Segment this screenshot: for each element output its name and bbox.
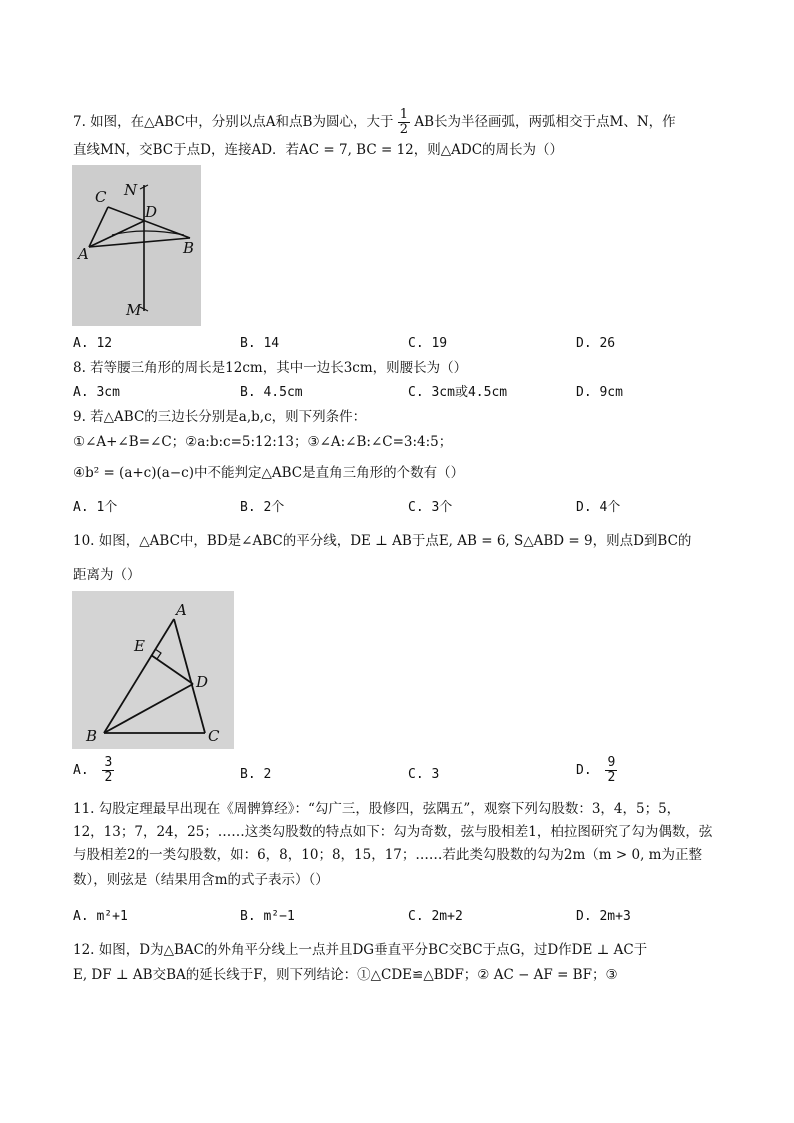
q7-option-d: D. 26 xyxy=(576,336,616,351)
q7-figure xyxy=(72,165,201,326)
q11-stem-line2: 12，13；7，24，25；……这类勾股数的特点如下：勾为奇数，弦与股相差1，柏拉图研究了勾为偶数，弦 xyxy=(73,824,713,840)
q7-label-d: D xyxy=(145,203,158,221)
q7-option-a: A. 12 xyxy=(73,336,113,351)
q7-label-n: N xyxy=(124,181,138,199)
q8-option-a: A. 3cm xyxy=(73,385,120,400)
q7-label-b: B xyxy=(183,239,195,257)
q10-option-d-fraction xyxy=(605,756,617,785)
q10-option-d-num: 9 xyxy=(607,755,616,770)
q10-label-d: D xyxy=(196,673,209,691)
q8-option-b: B. 4.5cm xyxy=(240,385,303,400)
q9-stem-line2: ①∠A+∠B=∠C；②a:b:c=5:12:13；③∠A:∠B:∠C=3:4:5； xyxy=(73,434,453,450)
q10-option-a xyxy=(73,756,114,785)
q9-stem-line1: 9. 若△ABC的三边长分别是a,b,c，则下列条件： xyxy=(73,409,367,425)
q9-option-a: A. 1个 xyxy=(73,500,118,515)
q11-option-b: B. m²−1 xyxy=(240,909,295,924)
q11-stem-line3: 与股相差2的一类勾股数，如：6，8，10；8，15，17；……若此类勾股数的勾为2m（m > 0, m为正整 xyxy=(73,847,702,863)
q10-option-d-prefix: D. xyxy=(576,763,592,778)
q11-option-c: C. 2m+2 xyxy=(408,909,463,924)
q7-stem-line1 xyxy=(73,108,676,137)
q10-option-b: B. 2 xyxy=(240,767,272,782)
q10-figure xyxy=(72,591,234,749)
q7-stem-text-a: 7. 如图，在△ABC中，分别以点A和点B为圆心，大于 xyxy=(73,114,394,130)
q7-half-num: 1 xyxy=(399,107,409,122)
q9-option-c: C. 3个 xyxy=(408,500,453,515)
q9-option-b: B. 2个 xyxy=(240,500,285,515)
q10-option-a-fraction xyxy=(102,756,114,785)
q7-stem-line2: 直线MN，交BC于点D，连接AD．若AC = 7, BC = 12，则△ADC的周长为（） xyxy=(73,142,564,158)
q7-half-fraction xyxy=(398,108,410,137)
q8-option-c: C. 3cm或4.5cm xyxy=(408,385,508,400)
q11-option-d: D. 2m+3 xyxy=(576,909,631,924)
q7-label-c: C xyxy=(95,188,107,206)
q10-option-a-num: 3 xyxy=(104,755,113,770)
q10-stem-line2: 距离为（） xyxy=(73,567,141,583)
q10-option-d xyxy=(576,756,617,785)
q11-option-a: A. m²+1 xyxy=(73,909,128,924)
q10-option-a-den: 2 xyxy=(104,770,113,785)
q7-option-b: B. 14 xyxy=(240,336,280,351)
q7-option-c: C. 19 xyxy=(408,336,448,351)
q10-label-e: E xyxy=(134,637,145,655)
q10-option-a-prefix: A. xyxy=(73,763,89,778)
q9-option-d: D. 4个 xyxy=(576,500,621,515)
q10-label-c: C xyxy=(208,727,220,745)
q10-stem-line1: 10. 如图，△ABC中，BD是∠ABC的平分线，DE ⊥ AB于点E, AB = 6, S△ABD = 9，则点D到BC的 xyxy=(73,533,692,549)
q7-stem-text-b: AB长为半径画弧，两弧相交于点M、N，作 xyxy=(414,114,676,130)
q7-label-m: M xyxy=(126,301,142,319)
q8-stem: 8. 若等腰三角形的周长是12cm，其中一边长3cm，则腰长为（） xyxy=(73,360,468,376)
q8-option-d: D. 9cm xyxy=(576,385,623,400)
q11-stem-line4: 数），则弦是（结果用含m的式子表示）（） xyxy=(73,872,329,888)
q10-label-a: A xyxy=(176,601,187,619)
q12-stem-line2: E, DF ⊥ AB交BA的延长线于F，则下列结论：①△CDE≌△BDF；② AC − AF = BF；③ xyxy=(73,967,618,983)
q11-stem-line1: 11. 勾股定理最早出现在《周髀算经》：“勾广三，股修四，弦隅五”，观察下列勾股数：3，4，5；5， xyxy=(73,801,681,817)
q12-stem-line1: 12. 如图，D为△BAC的外角平分线上一点并且DG垂直平分BC交BC于点G，过D作DE ⊥ AC于 xyxy=(73,942,648,958)
q7-half-den: 2 xyxy=(399,122,409,137)
q10-label-b: B xyxy=(86,727,98,745)
q10-option-d-den: 2 xyxy=(607,770,616,785)
q7-label-a: A xyxy=(78,245,89,263)
q9-stem-line3: ④b² = (a+c)(a−c)中不能判定△ABC是直角三角形的个数有（） xyxy=(73,465,465,481)
q10-option-c: C. 3 xyxy=(408,767,440,782)
